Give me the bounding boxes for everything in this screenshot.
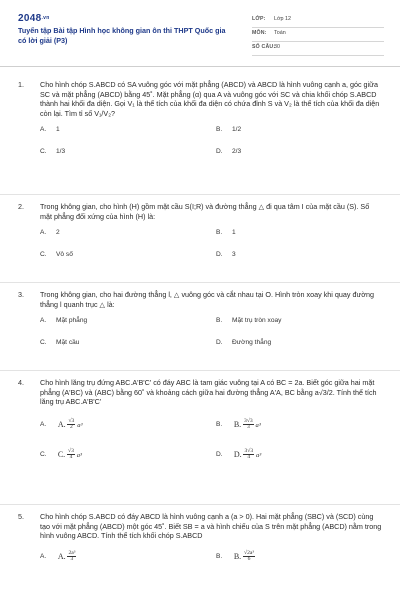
option-b[interactable]	[216, 551, 255, 563]
option-label: C.	[40, 339, 47, 346]
meta-row-count	[252, 42, 384, 56]
option-c[interactable]	[40, 148, 65, 157]
fraction-numerator: √3	[68, 447, 74, 454]
option-label: D.	[216, 251, 223, 258]
option-label: A.	[40, 421, 47, 429]
meta-label: MÔN:	[252, 30, 267, 36]
option-c[interactable]	[40, 339, 79, 348]
option-value: 1/2	[232, 126, 242, 133]
meta-value: Toán	[274, 30, 286, 36]
question-number: 4.	[18, 378, 24, 387]
fraction	[243, 449, 254, 461]
option-label: D.	[216, 451, 223, 459]
option-label: B.	[216, 317, 223, 324]
fraction-numerator: 3√3	[244, 417, 253, 424]
fraction-denominator: 2	[70, 424, 73, 431]
fraction	[67, 449, 75, 461]
option-b[interactable]	[216, 419, 261, 431]
question-text: Cho hình chóp S.ABCD có SA vuông góc với mặt phẳng (ABCD) và ABCD là hình vuông cạnh a, góc giữa SC và mặt phẳng (ABCD) bằng 45˚. Mặt phẳng (α) qua A và vuông góc với SC và chia khối chóp S.ABCD thành hai khối đa diện. Gọi V₁ là thể tích của khối đa diện có chứa đỉnh S và V₂ là thể tích của khối đa diện còn lại. Tìm tỉ số V₁/V₂?	[40, 80, 380, 118]
fraction	[67, 419, 75, 431]
fraction	[67, 551, 76, 563]
option-suffix: a³	[255, 451, 262, 459]
question-1	[18, 80, 382, 166]
option-suffix: a³	[255, 421, 261, 429]
option-label: B.	[216, 553, 223, 561]
option-value: 3	[232, 251, 236, 258]
question-text: Cho hình chóp S.ABCD có đáy ABCD là hình vuông cạnh a (a > 0). Hai mặt phẳng (SBC) và (SCD) cùng tạo với mặt phẳng (ABCD) một góc 45˚. Biết SB = a và hình chiếu của S trên mặt phẳng (ABCD) nằm trong hình vuông ABCD. Tính thể tích khối chóp S.ABCD	[40, 512, 382, 540]
option-label: C.	[40, 251, 47, 258]
meta-label: SỐ CÂU:	[252, 44, 276, 50]
answer-options	[40, 551, 382, 575]
fraction	[243, 551, 255, 563]
option-label: C.	[40, 148, 47, 155]
question-number: 3.	[18, 290, 24, 299]
fraction-numerator: 2a³	[68, 549, 76, 556]
fraction-numerator: 3√3	[244, 447, 254, 454]
option-label: D.	[216, 148, 223, 155]
option-label: A.	[40, 229, 47, 236]
option-value: Vô số	[56, 251, 73, 258]
option-c[interactable]	[40, 449, 82, 461]
answer-options	[40, 126, 382, 166]
option-d[interactable]	[216, 449, 261, 461]
option-prefix: B.	[233, 419, 242, 429]
option-d[interactable]	[216, 148, 241, 157]
meta-row-subject	[252, 28, 384, 42]
option-a[interactable]	[40, 229, 60, 238]
option-label: A.	[40, 126, 47, 133]
fraction	[243, 419, 254, 431]
fraction-numerator: √3	[68, 417, 75, 424]
option-suffix: a³	[76, 451, 83, 459]
option-a[interactable]	[40, 419, 82, 431]
option-value: 2/3	[232, 148, 242, 155]
option-value: 1	[56, 126, 60, 133]
option-b[interactable]	[216, 126, 241, 135]
question-4	[18, 378, 382, 475]
option-prefix: D.	[233, 449, 242, 459]
option-b[interactable]	[216, 229, 236, 238]
option-label: D.	[216, 339, 223, 346]
document-header	[18, 12, 384, 60]
option-value: 2	[56, 229, 60, 236]
option-a[interactable]	[40, 126, 60, 135]
question-text: Trong không gian, cho hai đường thẳng l, △ vuông góc và cắt nhau tại O. Hình tròn xoay khi quay đường thẳng l quanh trục △ là:	[40, 290, 374, 309]
meta-label: LỚP:	[252, 16, 266, 22]
header-divider	[0, 66, 400, 67]
option-c[interactable]	[40, 251, 73, 260]
question-text: Trong không gian, cho hình (H) gồm mặt cầu S(I;R) và đường thẳng △ đi qua tâm I của mặt cầu (S). Số mặt phẳng đối xứng của hình (H) là:	[40, 202, 370, 221]
answer-options	[40, 229, 382, 269]
option-value: Mặt phẳng	[56, 317, 88, 324]
option-label: B.	[216, 229, 223, 236]
option-label: B.	[216, 421, 223, 429]
option-d[interactable]	[216, 251, 236, 260]
fraction-denominator: 4	[247, 454, 251, 461]
fraction-denominator: 6	[247, 556, 251, 563]
option-value: Mặt trụ tròn xoay	[232, 317, 282, 324]
logo-suffix: .vn	[41, 15, 50, 22]
option-b[interactable]	[216, 317, 281, 326]
option-suffix: a³	[77, 421, 83, 429]
option-label: A.	[40, 553, 47, 561]
option-value: Đường thẳng	[232, 339, 272, 346]
meta-panel	[252, 14, 384, 56]
answer-options	[40, 415, 382, 475]
question-text: Cho hình lăng trụ đứng ABC.A'B'C' có đáy ABC là tam giác vuông tại A có BC = 2a. Biết góc giữa hai mặt phẳng (A'BC) và (ABC) bằng 60˚ và khoảng cách giữa hai đường thẳng A'A, BC bằng a√3/2. Tính thể tích lăng trụ ABC.A'B'C'	[40, 378, 377, 406]
question-number: 5.	[18, 512, 24, 521]
meta-row-class	[252, 14, 384, 28]
question-divider	[0, 282, 400, 283]
fraction-denominator: 3	[246, 424, 250, 431]
fraction-denominator: 4	[69, 454, 73, 461]
meta-value: 30	[274, 44, 280, 50]
fraction-numerator: √2a³	[244, 549, 255, 556]
question-number: 1.	[18, 80, 24, 89]
question-number: 2.	[18, 202, 24, 211]
answer-options	[40, 317, 382, 357]
option-value: Mặt cầu	[56, 339, 80, 346]
fraction-denominator: 3	[70, 556, 74, 563]
question-5	[18, 512, 382, 575]
question-divider	[0, 504, 400, 505]
page-title: Tuyển tập Bài tập Hình học không gian ôn thi THPT Quốc gia có lời giải (P3)	[18, 26, 226, 45]
meta-value: Lớp 12	[274, 16, 292, 22]
option-value: 1/3	[56, 148, 66, 155]
option-prefix: C.	[57, 449, 66, 459]
option-value: 1	[232, 229, 236, 236]
logo-text: 2048	[18, 13, 42, 24]
option-prefix: A.	[57, 419, 66, 429]
option-prefix: A.	[57, 551, 66, 561]
question-divider	[0, 194, 400, 195]
option-label: B.	[216, 126, 223, 133]
question-3	[18, 290, 382, 357]
option-a[interactable]	[40, 317, 87, 326]
option-prefix: B.	[233, 551, 242, 561]
site-logo[interactable]	[18, 12, 50, 25]
option-label: C.	[40, 451, 47, 459]
question-2	[18, 202, 382, 269]
option-d[interactable]	[216, 339, 271, 348]
option-label: A.	[40, 317, 47, 324]
option-a[interactable]	[40, 551, 76, 563]
question-divider	[0, 370, 400, 371]
